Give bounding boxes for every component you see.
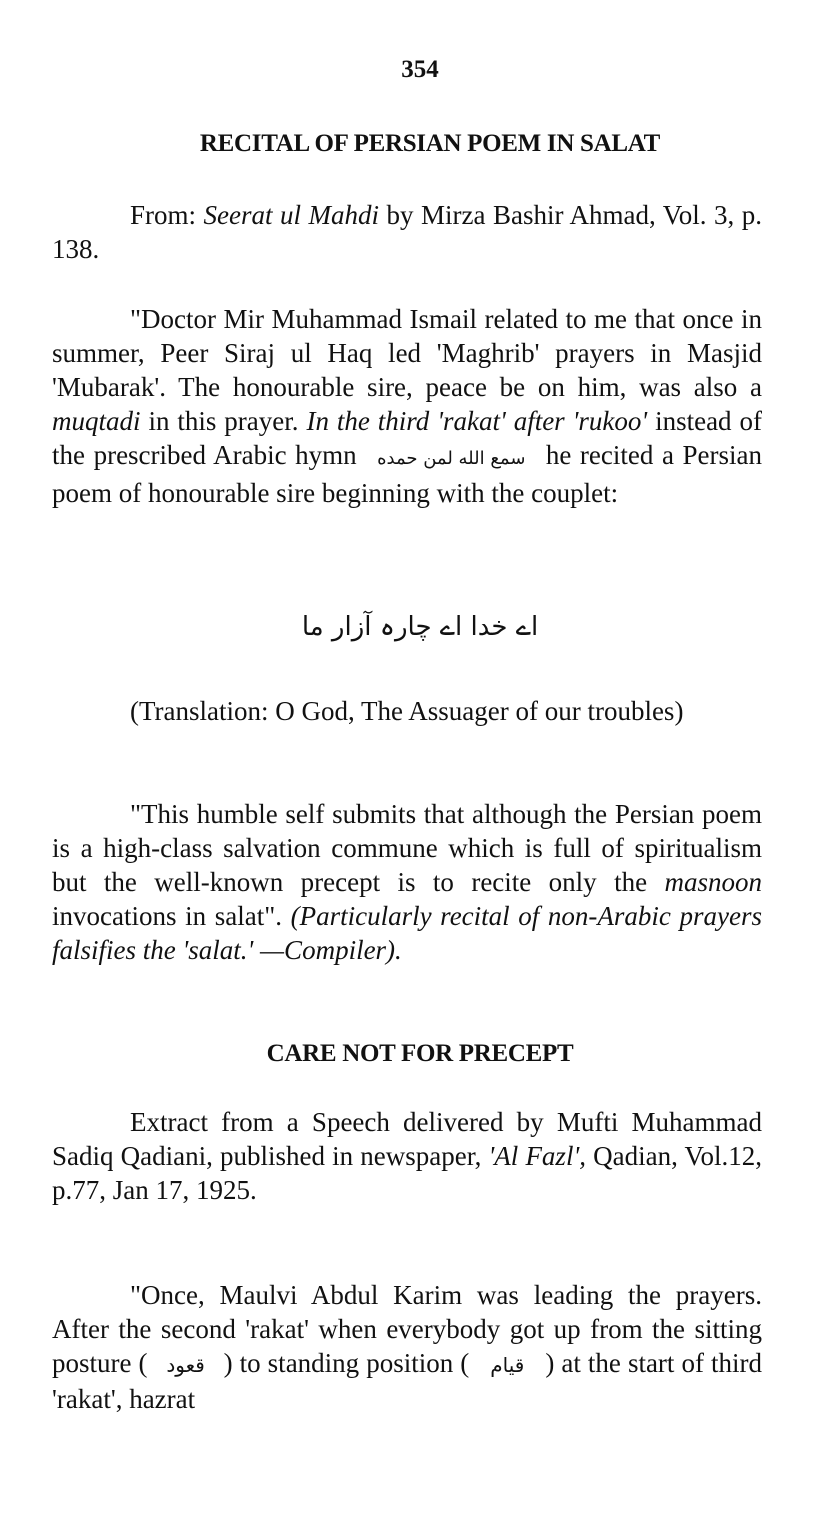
term-masnoon: masnoon — [664, 867, 762, 897]
arabic-hymn: سمع الله لمن حمده — [377, 448, 526, 469]
source-citation-seerat — [52, 198, 762, 266]
source-prefix: From: — [130, 200, 204, 230]
page-number: 354 — [401, 56, 439, 83]
compiler-note: (Particularly recital of non-Arabic prayers falsifies the 'salat.' —Compiler). — [52, 901, 762, 965]
quote2-text-1: "Once, Maulvi Abdul Karim was leading the prayers. After the second 'rakat' when everybody got up from the sitting posture ( — [52, 1280, 762, 1378]
quote-paragraph-ismail — [52, 302, 762, 510]
persian-couplet: اے خدا اے چارہ آزار ما — [301, 612, 539, 642]
quote-paragraph-abdul-karim — [52, 1278, 762, 1416]
source-citation-al-fazl — [52, 1105, 762, 1207]
quote2-text-2: ) to standing position ( — [216, 1348, 477, 1378]
newspaper-title: 'Al Fazl', — [488, 1141, 586, 1171]
term-muqtadi: muqtadi — [52, 406, 141, 436]
source-suffix: by Mirza Bashir Ahmad, Vol. 3, p. 138. — [52, 200, 762, 264]
source2-text-2: Qadian, Vol.12, p.77, Jan 17, 1925. — [52, 1141, 762, 1205]
section-heading-persian-poem: RECITAL OF PERSIAN POEM IN SALAT — [199, 130, 661, 157]
comment-text-2: invocations in salat". — [52, 901, 291, 931]
source2-text-1: Extract from a Speech delivered by Mufti Muhammad Sadiq Qadiani, published in newspaper, — [52, 1107, 762, 1171]
section-heading-care-not: CARE NOT FOR PRECEPT — [266, 1040, 574, 1067]
arabic-qiyam: قیام — [490, 1353, 525, 1377]
arabic-qaood: قعود — [166, 1353, 205, 1377]
quote-text-3: instead of the prescribed Arabic hymn — [52, 406, 762, 470]
quote-text-4: he recited a Persian poem of honourable sire beginning with the couplet: — [52, 440, 762, 508]
comment-paragraph — [52, 797, 762, 967]
quote-text-1: "Doctor Mir Muhammad Ismail related to me that once in summer, Peer Siraj ul Haq led 'Maghrib' prayers in Masjid 'Mubarak'. The honourable sire, peace be on him, was also a — [52, 304, 762, 402]
quote-italic-rakat: In the third 'rakat' after 'rukoo' — [306, 406, 648, 436]
translation-paragraph — [52, 694, 762, 728]
book-title: Seerat ul Mahdi — [203, 200, 379, 230]
quote-text-2: in this prayer. — [140, 406, 307, 436]
translation-text: (Translation: O God, The Assuager of our troubles) — [130, 696, 684, 726]
quote2-text-3: ) at the start of third 'rakat', hazrat — [52, 1348, 762, 1414]
comment-text-1: "This humble self submits that although the Persian poem is a high-class salvation commune which is full of spiritualism but the well-known precept is to recite only the — [52, 799, 762, 897]
